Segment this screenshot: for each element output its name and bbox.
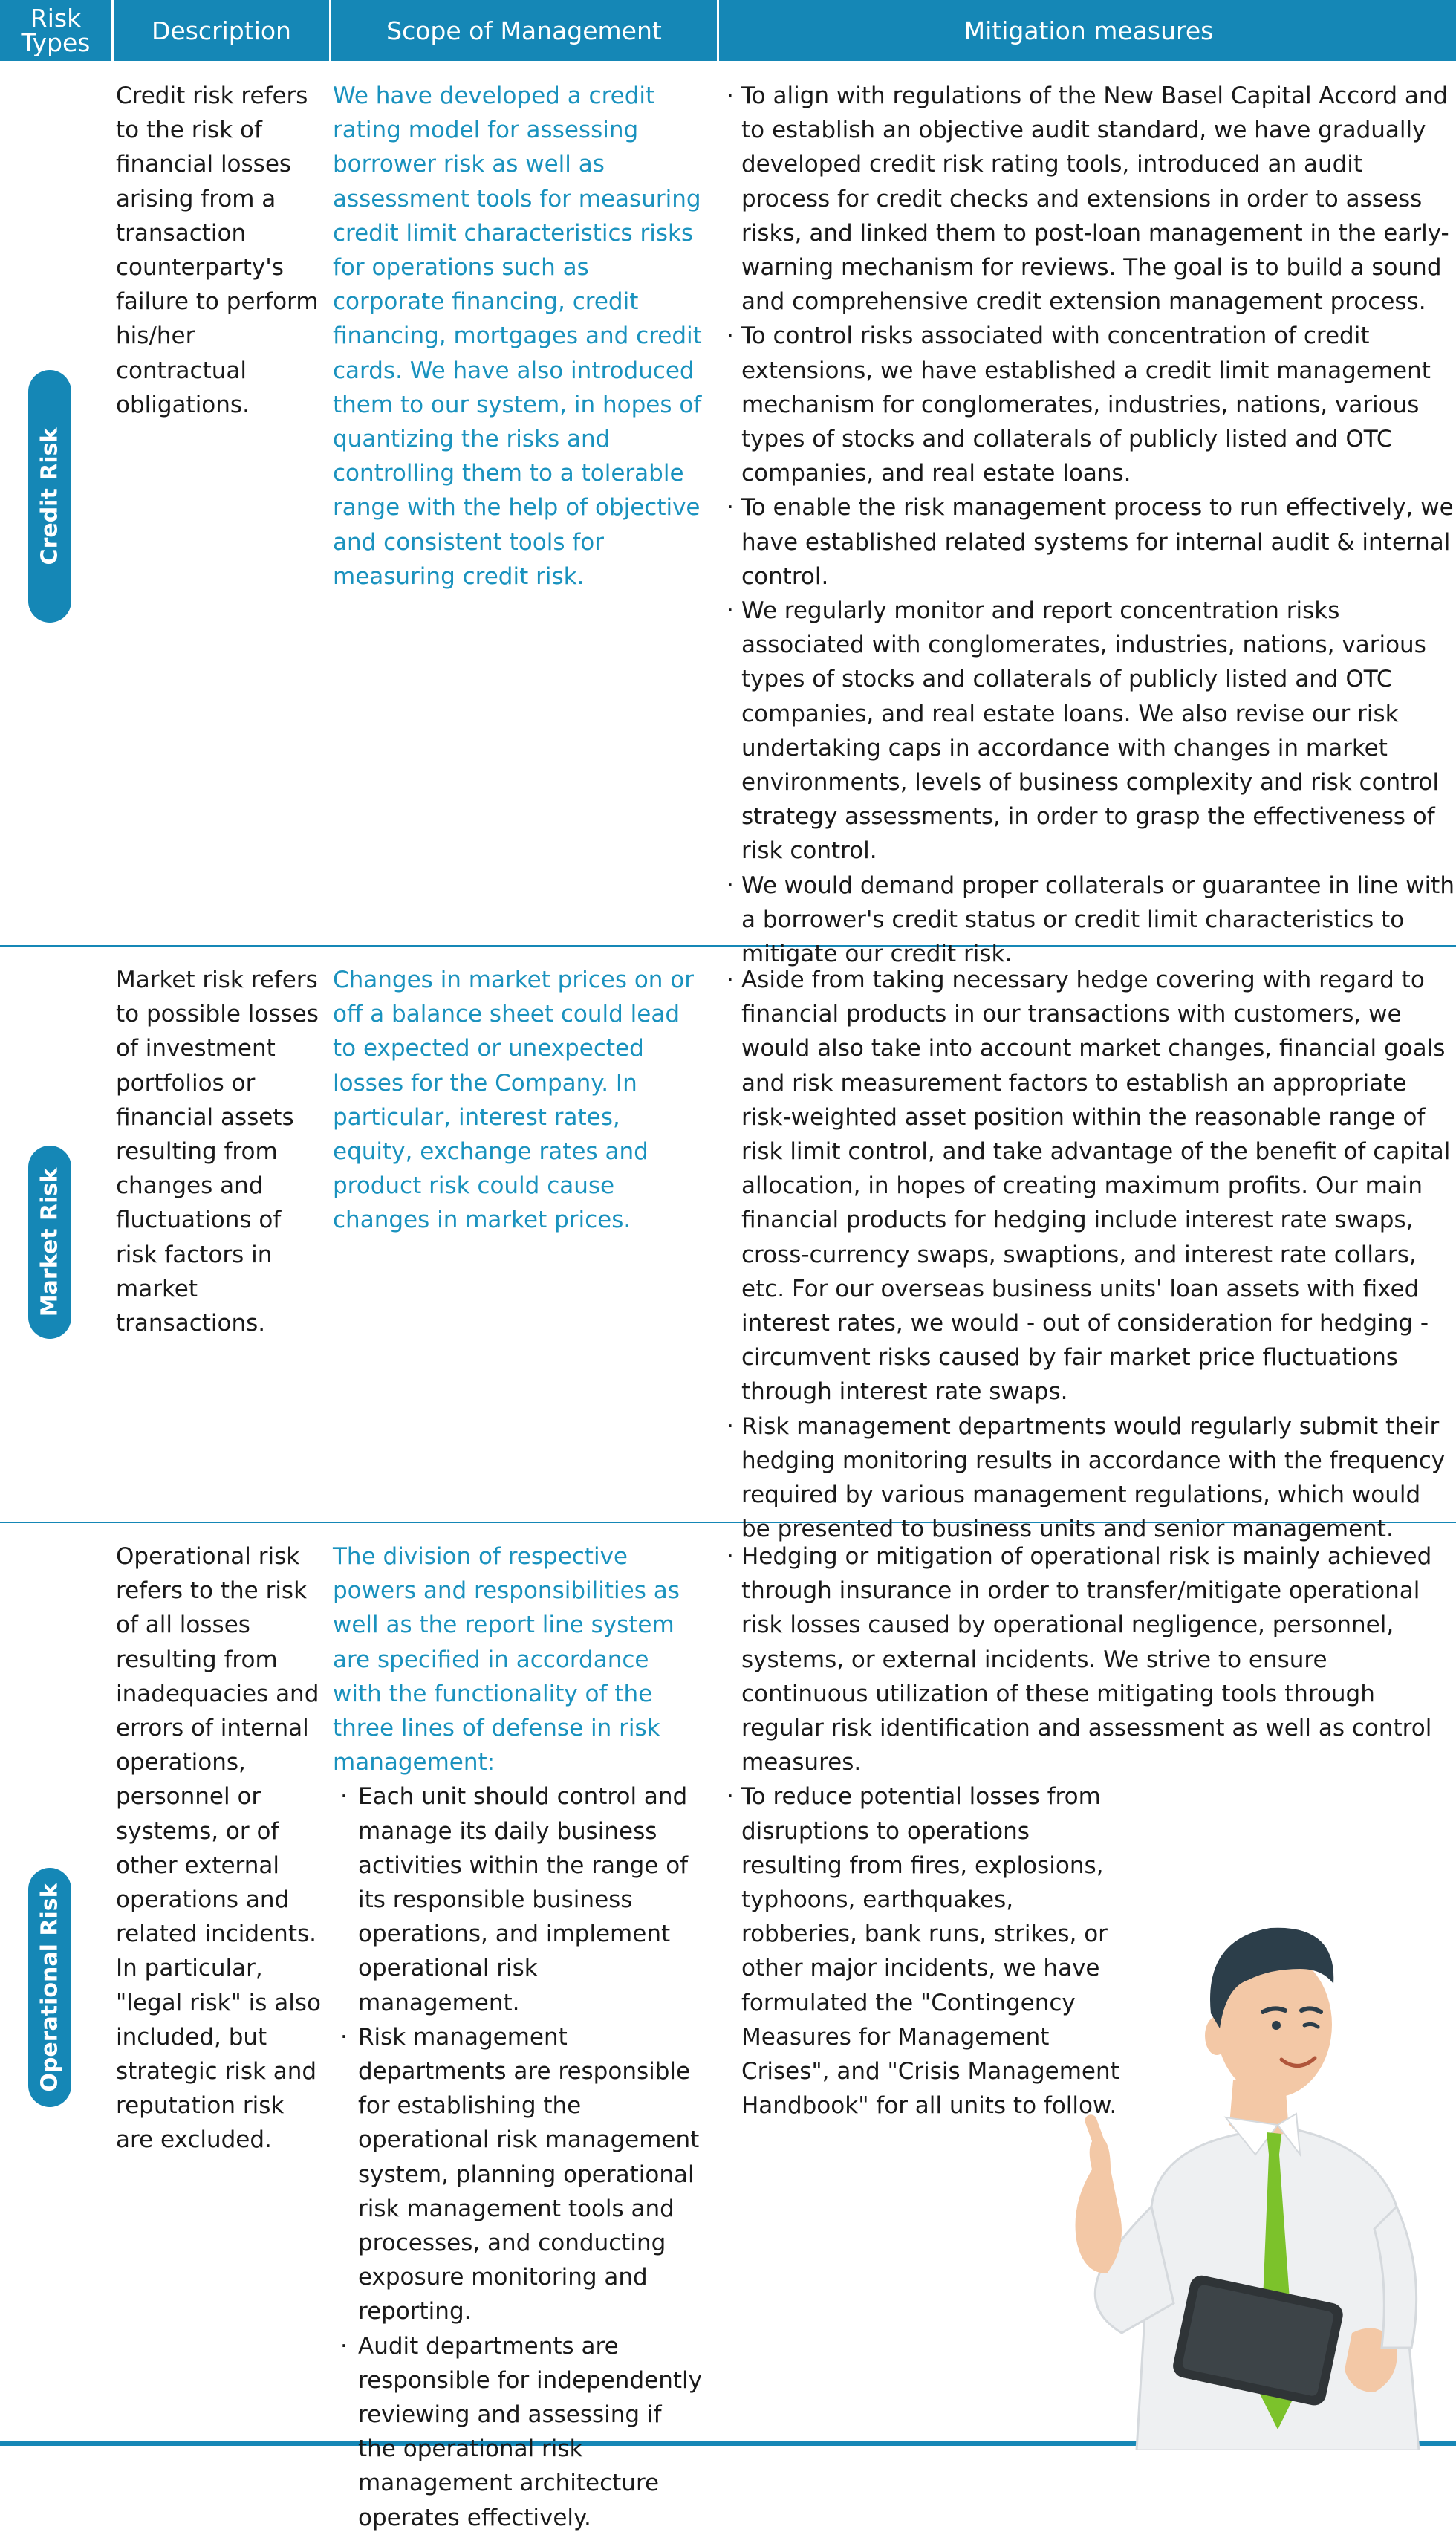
- operational-risk-scope: [333, 1539, 704, 2535]
- mitigation-item: · Risk management departments would regularly submit their hedging monitoring results in accordance with the frequency required by various management regulations, which would be presented to business units and senior management.: [727, 1409, 1455, 1547]
- mitigation-item: · Aside from taking necessary hedge covering with regard to financial products in our transactions with customers, we would also take into account market changes, financial goals and risk measurement factors to establish an appropriate risk-weighted asset position within the reasonable range of risk limit control, and take advantage of the benefit of capital allocation, in hopes of creating maximum profits. Our main financial products for hedging include interest rate swaps, cross-currency swaps, swaptions, and interest rate collars, etc. For our overseas business units' loan assets with fixed interest rates, we would - out of consideration for hedging - circumvent risks caused by fair market price fluctuations through interest rate swaps.: [727, 963, 1455, 1409]
- header-mitigation: Mitigation measures: [717, 0, 1456, 61]
- mitigation-item: · To enable the risk management process to run effectively, we have established related systems for internal audit & internal control.: [727, 490, 1455, 594]
- header-scope: Scope of Management: [329, 0, 717, 61]
- operational-risk-label: Operational Risk: [28, 1868, 71, 2107]
- mitigation-item: · We regularly monitor and report concentration risks associated with conglomerates, industries, nations, various types of stocks and collaterals of publicly listed and OTC companies, and real estate loans. We also revise our risk undertaking caps in accordance with changes in market environments, levels of business complexity and risk control strategy assessments, in order to grasp the effectiveness of risk control.: [727, 594, 1455, 869]
- credit-risk-row: [0, 61, 1456, 968]
- mitigation-item: · To reduce potential losses from disruptions to operations resulting from fires, explosions, typhoons, earthquakes, robberies, bank runs, strikes, or other major incidents, we have formulated the "Contingency Measures for Management Crises", and "Crisis Management Handbook" for all units to follow.: [727, 1779, 1120, 2123]
- market-risk-scope: Changes in market prices on or off a balance sheet could lead to expected or unexpected losses for the Company. In particular, interest rates, equity, exchange rates and product risk could cause changes in market prices.: [333, 967, 695, 1234]
- operational-risk-description: Operational risk refers to the risk of all losses resulting from inadequacies and errors of internal operations, personnel or systems, or of other external operations and related incidents. In particular, "legal risk" is also included, but strategic risk and reputation risk are excluded.: [116, 1543, 322, 2154]
- credit-risk-label: Credit Risk: [28, 370, 71, 623]
- scope-item: · Each unit should control and manage its daily business activities within the range of its responsible business operations, and implement operational risk management.: [333, 1779, 704, 2019]
- header-description: Description: [111, 0, 329, 61]
- table-header: [0, 0, 1456, 61]
- mitigation-item: · Hedging or mitigation of operational risk is mainly achieved through insurance in order to transfer/mitigate operational risk losses caused by operational negligence, personnel, systems, or external incidents. We strive to ensure continuous utilization of these mitigating tools through regular risk identification and assessment as well as control measures.: [727, 1539, 1455, 1779]
- header-risk-types: Risk Types: [21, 4, 91, 57]
- mitigation-item: · We would demand proper collaterals or guarantee in line with a borrower's credit status or credit limit characteristics to mitigate our credit risk.: [727, 869, 1455, 972]
- scope-item: · Audit departments are responsible for independently reviewing and assessing if the operational risk management architecture operates effectively.: [333, 2329, 704, 2535]
- market-risk-row: [0, 945, 1456, 1543]
- scope-intro: The division of respective powers and responsibilities as well as the report line system are specified in accordance with the functionality of the three lines of defense in risk management:: [333, 1543, 680, 1776]
- credit-risk-scope: We have developed a credit rating model for assessing borrower risk as well as assessment tools for measuring credit limit characteristics risks for operations such as corporate financing, credit financing, mortgages and credit cards. We have also introduced them to our system, in hopes of quantizing the risks and controlling them to a tolerable range with the help of objective and consistent tools for measuring credit risk.: [333, 82, 702, 590]
- mitigation-item: · To control risks associated with concentration of credit extensions, we have established a credit limit management mechanism for conglomerates, industries, nations, various types of stocks and collaterals of publicly listed and OTC companies, and real estate loans.: [727, 319, 1455, 490]
- market-risk-description: Market risk refers to possible losses of investment portfolios or financial assets resulting from changes and fluctuations of risk factors in market transactions.: [116, 967, 319, 1337]
- credit-risk-mitigation: [727, 79, 1455, 971]
- pointing-finger: [1083, 2113, 1110, 2159]
- mitigation-item: · To align with regulations of the New Basel Capital Accord and to establish an objective audit standard, we have gradually developed credit risk rating tools, introduced an audit process for credit checks and extensions in order to assess risks, and linked them to post-loan management in the early-warning mechanism for reviews. The goal is to build a sound and comprehensive credit extension management process.: [727, 79, 1455, 319]
- businessman-illustration: [1025, 1857, 1456, 2450]
- eye-left: [1272, 2021, 1281, 2030]
- market-risk-mitigation: [727, 963, 1455, 1546]
- raised-hand: [1076, 2136, 1122, 2273]
- scope-item: · Risk management departments are responsible for establishing the operational risk management system, planning operational risk management tools and processes, and conducting exposure monitoring and reporting.: [333, 2020, 704, 2329]
- credit-risk-description: Credit risk refers to the risk of financial losses arising from a transaction counterparty's failure to perform his/her contractual obligations.: [116, 82, 319, 418]
- market-risk-label: Market Risk: [28, 1146, 71, 1339]
